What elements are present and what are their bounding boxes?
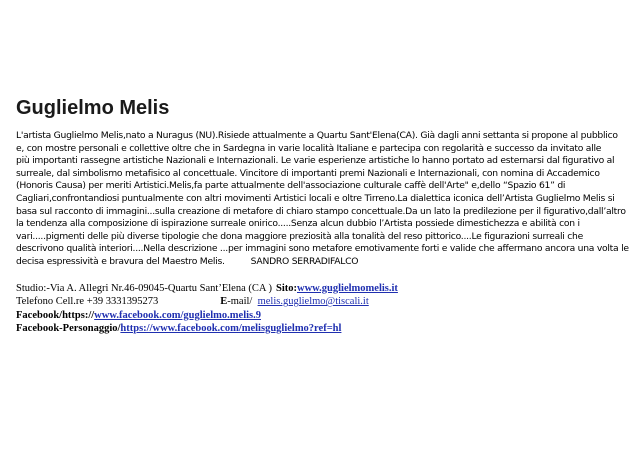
bio-line: più importanti rassegne artistiche Nazionali e Internazionali. Le varie esperienze artistiche lo hanno portato ad esternarsi dal figurativo al: [16, 155, 615, 167]
phone-email-line: [16, 295, 626, 309]
email-label-initial: E: [220, 296, 228, 308]
email-link[interactable]: melis.guglielmo@tiscali.it: [257, 296, 369, 308]
facebook-page-line: [16, 322, 626, 336]
studio-address: Studio:-Via A. Allegri Nr.46-09045-Quartu Sant’Elena (CA ): [16, 282, 272, 294]
bio-line: (Honoris Causa) per meriti Artistici.Melis,fa parte attualmente dell'associazione culturale caffè dell'Arte" e,dello “Spazio 61” di: [16, 180, 566, 192]
facebook-line: [16, 309, 626, 323]
bio-line: surreale, dal simbolismo metafisico al concettuale. Vincitore di importanti premi Nazionali e Internazionali, con nomina di Accademico: [16, 167, 600, 179]
bio-closing-text: decisa espressività e bravura del Maestro Melis.: [16, 255, 225, 267]
contact-block: [16, 282, 626, 336]
studio-line: [16, 282, 626, 296]
bio-line: e, con mostre personali e collettive oltre che in Sardegna in varie località Italiane e partecipa con regolarità e successo da invitato alle: [16, 142, 602, 154]
facebook-prefix: Facebook/https://: [16, 309, 95, 321]
website-link[interactable]: www.guglielmomelis.it: [297, 282, 398, 294]
biography-text: [16, 130, 629, 269]
page-title: Guglielmo Melis: [16, 97, 170, 119]
bio-line: basa sul racconto di immagini...sulla creazione di metafore di chiaro stampo concettuale.Da un lato la predilezione per il figurativo,dall’altro: [16, 205, 626, 217]
document-page: [16, 96, 629, 336]
bio-line: descrivono qualità interiori....Nella descrizione ...per immagini sono metafore emotivamente forti e valide che affermano ancora una volta le: [16, 243, 629, 255]
bio-line-last: [16, 256, 626, 269]
facebook-page-link[interactable]: https://www.facebook.com/melisguglielmo?ref=hl: [120, 323, 342, 335]
phone-number: Telefono Cell.re +39 3331395273: [16, 296, 159, 308]
bio-line: la tendenza alla composizione di ispirazione surreale onirico.....Senza alcun dubbio l’Artista possiede dimestichezza e abilità con i: [16, 218, 580, 230]
facebook-link[interactable]: www.facebook.com/guglielmo.melis.9: [94, 309, 261, 321]
author-signature: SANDRO SERRADIFALCO: [250, 255, 359, 267]
email-label: -mail/: [227, 296, 253, 308]
sito-label: Sito:: [276, 282, 297, 294]
bio-line: L'artista Guglielmo Melis,nato a Nuragus (NU).Risiede attualmente a Quartu Sant'Elena(CA). Già dagli anni settanta si propone al pubblico: [16, 130, 618, 141]
bio-line: vari.....pigmenti delle più diverse tipologie che dona maggiore preziosità alla tonalità del reso pittorico....Le figurazioni surreali che: [16, 230, 584, 242]
bio-line: Cagliari,confrontandiosi puntualmente con altri movimenti Artistici locali e oltre Tirreno.La dialettica iconica dell’Artista Guglielmo Melis si: [16, 192, 615, 204]
facebook-page-prefix: Facebook-Personaggio/: [16, 323, 121, 335]
